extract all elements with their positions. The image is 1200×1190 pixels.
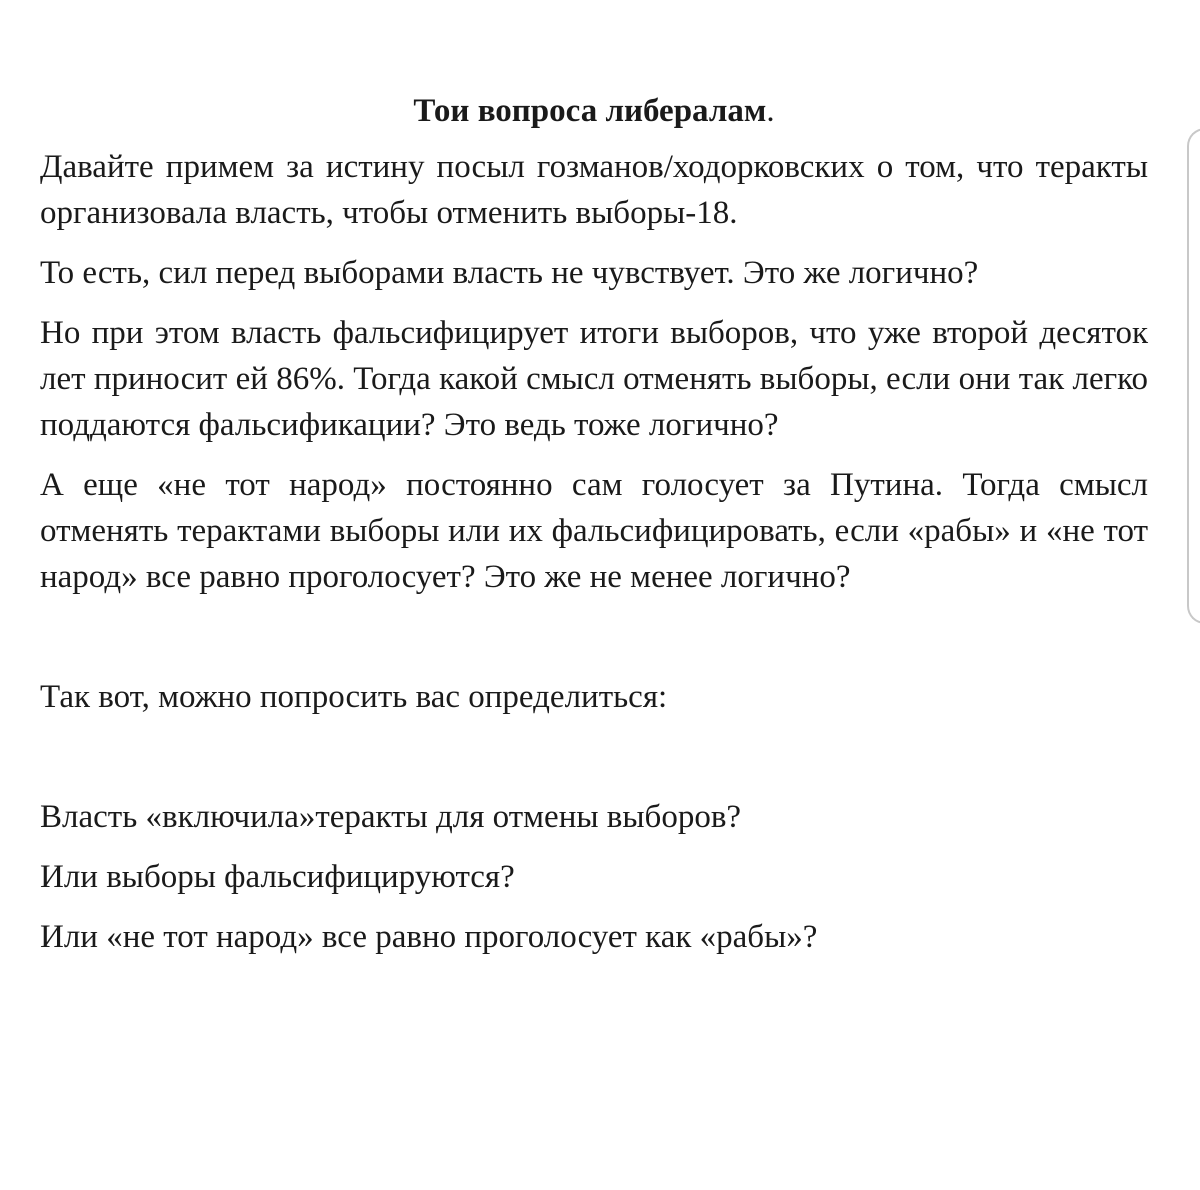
page-edge-scroll-indicator <box>1187 128 1200 624</box>
document-title <box>40 88 1148 134</box>
paragraph-4: А еще «не тот народ» постоянно сам голосует за Путина. Тогда смысл отменять терактами выборы или их фальсифицировать, если «рабы» и «не тот народ» все равно проголосует? Это же не менее логично? <box>40 467 1148 595</box>
document-body <box>40 88 1148 974</box>
paragraph-2: То есть, сил перед выборами власть не чувствует. Это же логично? <box>40 255 979 291</box>
title-period: . <box>766 93 775 129</box>
blank-line <box>40 614 1148 674</box>
paragraph-1: Давайте примем за истину посыл гозманов/ходорковских о том, что теракты организовала власть, чтобы отменить выборы-18. <box>40 149 1148 231</box>
question-1: Власть «включила»теракты для отмены выборов? <box>40 799 742 835</box>
paragraph-3: Но при этом власть фальсифицирует итоги выборов, что уже второй десяток лет приносит ей 86%. Тогда какой смысл отменять выборы, если они так легко поддаются фальсификации? Это ведь тоже логично? <box>40 315 1148 443</box>
question-2: Или выборы фальсифицируются? <box>40 859 515 895</box>
question-3: Или «не тот народ» все равно проголосует как «рабы»? <box>40 919 818 955</box>
blank-line <box>40 734 1148 794</box>
prompt-line: Так вот, можно попросить вас определиться: <box>40 679 668 715</box>
title-text: Тои вопроса либералам <box>413 93 767 129</box>
